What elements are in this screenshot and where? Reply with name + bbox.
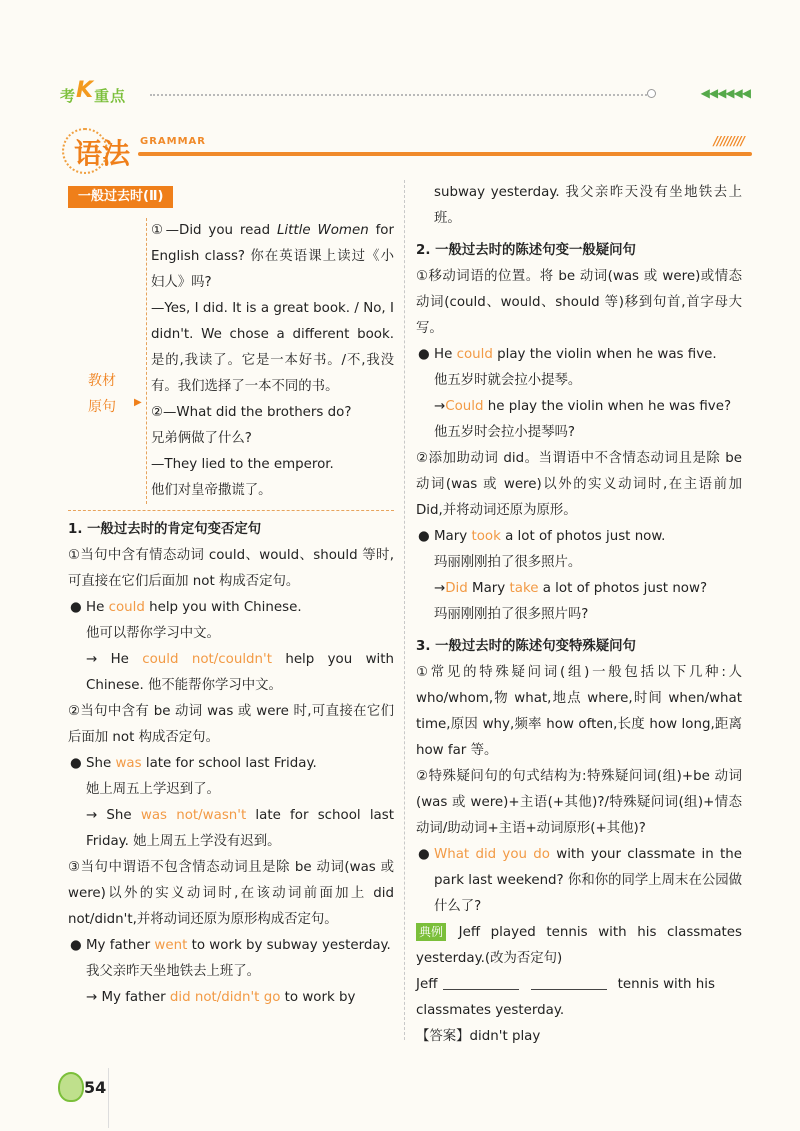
rule-1: ①当句中含有情态动词 could、would、should 等时,可直接在它们后面加 not 构成否定句。 — [68, 548, 394, 589]
bullet-icon: ● — [418, 347, 430, 362]
brand-k: K — [76, 78, 95, 103]
answer: 【答案】didn't play — [416, 1029, 541, 1044]
source-line-3: ②—What did the brothers do? — [151, 405, 352, 420]
example-2-transform: → She was not/wasn't late for school last Friday. 她上周五上学没有迟到。 — [86, 808, 394, 849]
brand-logo — [60, 78, 127, 107]
bullet-icon: ● — [70, 756, 82, 771]
page-number: 54 — [84, 1078, 107, 1097]
example-4-zh2: 他五岁时会拉小提琴吗? — [434, 425, 576, 440]
source-label: 教材原句 — [88, 373, 116, 415]
heading-1: 1. 一般过去时的肯定句变否定句 — [68, 522, 262, 537]
example-5-transform: →Did Mary take a lot of photos just now? — [434, 581, 708, 596]
rule-end-circle — [647, 89, 656, 98]
example-4-zh: 他五岁时就会拉小提琴。 — [434, 373, 582, 388]
example-5: ● Mary took a lot of photos just now. — [416, 524, 742, 550]
left-column — [68, 180, 394, 1011]
source-sentences — [146, 218, 394, 504]
example-5-zh: 玛丽刚刚拍了很多照片。 — [434, 555, 582, 570]
bullet-icon: ● — [70, 600, 82, 615]
typical-example-tag: 典例 — [416, 923, 446, 941]
page-footer — [50, 1070, 120, 1106]
source-line-2: —Yes, I did. It is a great book. / No, I didn't. We chose a different book. 是的,我读了。它是一本好书。/不,我没有。我们选择了一本不同的书。 — [151, 301, 394, 394]
fill-blank-line: Jeff tennis with his classmates yesterday. — [416, 977, 715, 1018]
rule-7: ②特殊疑问句的句式结构为:特殊疑问词(组)+be 动词(was 或 were)+主语(+其他)?/特殊疑问词(组)+情态动词/助动词+主语+动词原形(+其他)? — [416, 769, 742, 836]
heading-2: 2. 一般过去时的陈述句变一般疑问句 — [416, 243, 636, 258]
rule-6: ①常见的特殊疑问词(组)一般包括以下几种:人 who/whom,物 what,地点 where,时间 when/what time,原因 why,频率 how often,长度 how long,距离 how far 等。 — [416, 665, 742, 758]
textbook-source-box — [68, 218, 394, 511]
example-6: ● What did you do with your classmate in the park last weekend? 你和你的同学上周末在公园做什么了? — [416, 842, 742, 920]
blank-1[interactable] — [443, 989, 519, 990]
example-4-transform: →Could he play the violin when he was five? — [434, 399, 732, 414]
example-3-transform: → My father did not/didn't go to work by — [86, 990, 356, 1005]
example-1-zh: 他可以帮你学习中文。 — [86, 626, 220, 641]
brand-prefix: 考 — [60, 87, 77, 105]
blank-2[interactable] — [531, 989, 607, 990]
source-line-1: ①—Did you read Little Women for English class? 你在英语课上读过《小妇人》吗? — [151, 223, 394, 290]
rule-3: ③当句中谓语不包含情态动词且是除 be 动词(was 或 were)以外的实义动词时,在该动词前面加上 did not/didn't,并将动词还原为原形构成否定句。 — [68, 860, 394, 927]
section-header — [62, 122, 752, 170]
right-column — [416, 180, 742, 1050]
example-3-continued: subway yesterday. 我父亲昨天没有坐地铁去上班。 — [434, 185, 742, 226]
brand-suffix: 重点 — [94, 87, 127, 105]
source-line-4: 兄弟俩做了什么? — [151, 431, 252, 446]
heading-3: 3. 一般过去时的陈述句变特殊疑问句 — [416, 639, 636, 654]
section-title: 语法 — [74, 137, 131, 170]
dotted-rule — [150, 94, 650, 96]
bullet-icon: ● — [418, 847, 430, 862]
bullet-icon: ● — [418, 529, 430, 544]
rule-5: ②添加助动词 did。当谓语中不含情态动词且是除 be 动词(was 或 were)以外的实义动词时,在主语前加 Did,并将动词还原为原形。 — [416, 451, 742, 518]
rule-4: ①移动词语的位置。将 be 动词(was 或 were)或情态动词(could、would、should 等)移到句首,首字母大写。 — [416, 269, 742, 336]
balloon-icon — [58, 1072, 84, 1102]
arrow-decoration: ◀◀◀◀◀◀ — [700, 86, 750, 100]
example-3-zh: 我父亲昨天坐地铁去上班了。 — [86, 964, 261, 979]
slash-decoration: ///////// — [713, 134, 744, 148]
section-english-title: GRAMMAR — [140, 136, 206, 147]
typical-example: 典例 Jeff played tennis with his classmates yesterday.(改为否定句) — [416, 925, 742, 966]
column-divider — [404, 180, 405, 1040]
rule-2: ②当句中含有 be 动词 was 或 were 时,可直接在它们后面加 not 构成否定句。 — [68, 704, 394, 745]
example-3: ● My father went to work by subway yesterday. — [68, 933, 394, 959]
example-1-transform: → He could not/couldn't help you with Chinese. 他不能帮你学习中文。 — [86, 652, 395, 693]
example-2: ● She was late for school last Friday. — [68, 751, 394, 777]
example-1: ● He could help you with Chinese. — [68, 595, 394, 621]
bullet-icon: ● — [70, 938, 82, 953]
topic-tag: 一般过去时(Ⅱ) — [68, 186, 173, 208]
top-banner — [60, 78, 750, 106]
example-5-zh2: 玛丽刚刚拍了很多照片吗? — [434, 607, 589, 622]
source-line-6: 他们对皇帝撒谎了。 — [151, 483, 272, 498]
example-2-zh: 她上周五上学迟到了。 — [86, 782, 220, 797]
example-4: ● He could play the violin when he was five. — [416, 342, 742, 368]
triangle-arrow-icon: ▶ — [134, 397, 142, 408]
source-line-5: —They lied to the emperor. — [151, 457, 334, 472]
section-rule — [138, 152, 752, 156]
